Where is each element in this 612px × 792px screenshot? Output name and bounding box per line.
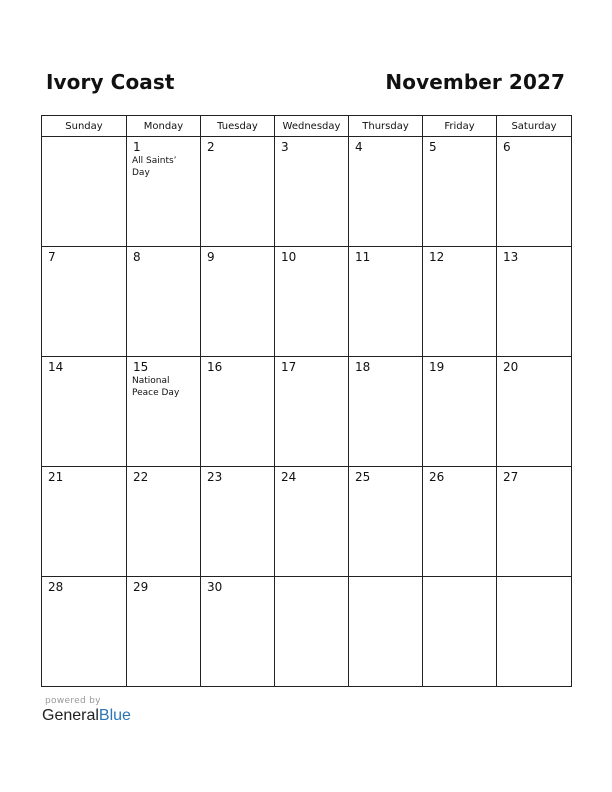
brand-name-part1: General: [42, 707, 99, 724]
day-number: 8: [133, 250, 141, 264]
holiday-label: [42, 374, 126, 375]
holiday-label: [497, 154, 571, 155]
day-number: 18: [355, 360, 371, 374]
holiday-label: [127, 484, 200, 485]
day-cell: [201, 247, 275, 357]
day-cell: [349, 137, 423, 247]
holiday-label: [497, 264, 571, 265]
day-number: 28: [48, 580, 64, 594]
day-number: 17: [281, 360, 297, 374]
day-cell: [275, 577, 349, 687]
day-cell: [127, 577, 201, 687]
day-cell: [201, 467, 275, 577]
day-cell: [127, 467, 201, 577]
day-number: 10: [281, 250, 297, 264]
day-number: 23: [207, 470, 223, 484]
day-cell: [275, 467, 349, 577]
day-cell: [349, 247, 423, 357]
day-cell: [423, 467, 497, 577]
day-number: 24: [281, 470, 297, 484]
weekday-header: Friday: [423, 116, 497, 137]
holiday-label: [497, 374, 571, 375]
holiday-label: [42, 264, 126, 265]
holiday-label: National Peace Day: [132, 376, 180, 398]
day-cell: [497, 357, 572, 467]
day-number: 16: [207, 360, 223, 374]
day-number: 1: [133, 140, 141, 154]
holiday-label: [201, 374, 274, 375]
day-cell: [201, 577, 275, 687]
day-cell: [42, 357, 127, 467]
day-number: 12: [429, 250, 445, 264]
day-cell: [127, 247, 201, 357]
holiday-label: [275, 154, 348, 155]
day-cell: [42, 467, 127, 577]
holiday-label: [349, 581, 422, 582]
day-cell: [349, 357, 423, 467]
holiday-label: All Saints’ Day: [132, 156, 177, 178]
day-number: 22: [133, 470, 149, 484]
weekday-header: Monday: [127, 116, 201, 137]
day-cell: [497, 247, 572, 357]
day-cell: [497, 577, 572, 687]
holiday-label: [42, 141, 126, 142]
holiday-label: [275, 374, 348, 375]
calendar-grid: [41, 115, 572, 687]
weekday-header-row: [42, 116, 572, 137]
day-cell: [42, 137, 127, 247]
day-number: 3: [281, 140, 289, 154]
holiday-label: [349, 374, 422, 375]
day-cell: [423, 357, 497, 467]
day-cell: [423, 247, 497, 357]
day-cell: [127, 137, 201, 247]
holiday-label: [275, 484, 348, 485]
day-cell: [127, 357, 201, 467]
holiday-label: [127, 594, 200, 595]
day-number: 20: [503, 360, 519, 374]
day-cell: [423, 577, 497, 687]
day-number: 6: [503, 140, 511, 154]
week-row: [42, 247, 572, 357]
day-cell: [275, 247, 349, 357]
week-row: [42, 137, 572, 247]
day-number: 21: [48, 470, 64, 484]
weekday-header: Thursday: [349, 116, 423, 137]
day-number: 9: [207, 250, 215, 264]
day-cell: [349, 467, 423, 577]
holiday-label: [423, 484, 496, 485]
holiday-label: [42, 484, 126, 485]
holiday-label: [127, 264, 200, 265]
weekday-header: Sunday: [42, 116, 127, 137]
day-cell: [275, 357, 349, 467]
weekday-header: Tuesday: [201, 116, 275, 137]
week-row: [42, 577, 572, 687]
holiday-label: [201, 264, 274, 265]
country-title: Ivory Coast: [46, 70, 175, 94]
holiday-label: [275, 581, 348, 582]
holiday-label: [201, 594, 274, 595]
day-cell: [201, 357, 275, 467]
weekday-header: Wednesday: [275, 116, 349, 137]
day-number: 5: [429, 140, 437, 154]
day-cell: [275, 137, 349, 247]
holiday-label: [201, 484, 274, 485]
holiday-label: [42, 594, 126, 595]
weekday-header: Saturday: [497, 116, 572, 137]
day-number: 11: [355, 250, 371, 264]
day-number: 26: [429, 470, 445, 484]
holiday-label: [349, 264, 422, 265]
day-number: 19: [429, 360, 445, 374]
holiday-label: [497, 581, 571, 582]
week-row: [42, 357, 572, 467]
month-year-title: November 2027: [385, 70, 565, 94]
day-number: 14: [48, 360, 64, 374]
holiday-label: [423, 264, 496, 265]
day-cell: [497, 467, 572, 577]
day-cell: [42, 247, 127, 357]
day-cell: [497, 137, 572, 247]
brand-logo[interactable]: [42, 707, 131, 725]
day-number: 13: [503, 250, 519, 264]
holiday-label: [275, 264, 348, 265]
holiday-label: [497, 484, 571, 485]
day-number: 27: [503, 470, 519, 484]
day-cell: [201, 137, 275, 247]
day-cell: [423, 137, 497, 247]
footer-branding: [42, 696, 131, 725]
day-cell: [349, 577, 423, 687]
holiday-label: [423, 154, 496, 155]
day-number: 7: [48, 250, 56, 264]
week-row: [42, 467, 572, 577]
day-number: 15: [133, 360, 149, 374]
holiday-label: [423, 581, 496, 582]
holiday-label: [423, 374, 496, 375]
day-number: 2: [207, 140, 215, 154]
brand-name-part2: Blue: [98, 707, 131, 724]
day-number: 25: [355, 470, 371, 484]
day-number: 30: [207, 580, 223, 594]
holiday-label: [349, 484, 422, 485]
holiday-label: [201, 154, 274, 155]
day-number: 4: [355, 140, 363, 154]
holiday-label: [349, 154, 422, 155]
powered-by-text: powered by: [45, 696, 101, 706]
day-number: 29: [133, 580, 149, 594]
day-cell: [42, 577, 127, 687]
